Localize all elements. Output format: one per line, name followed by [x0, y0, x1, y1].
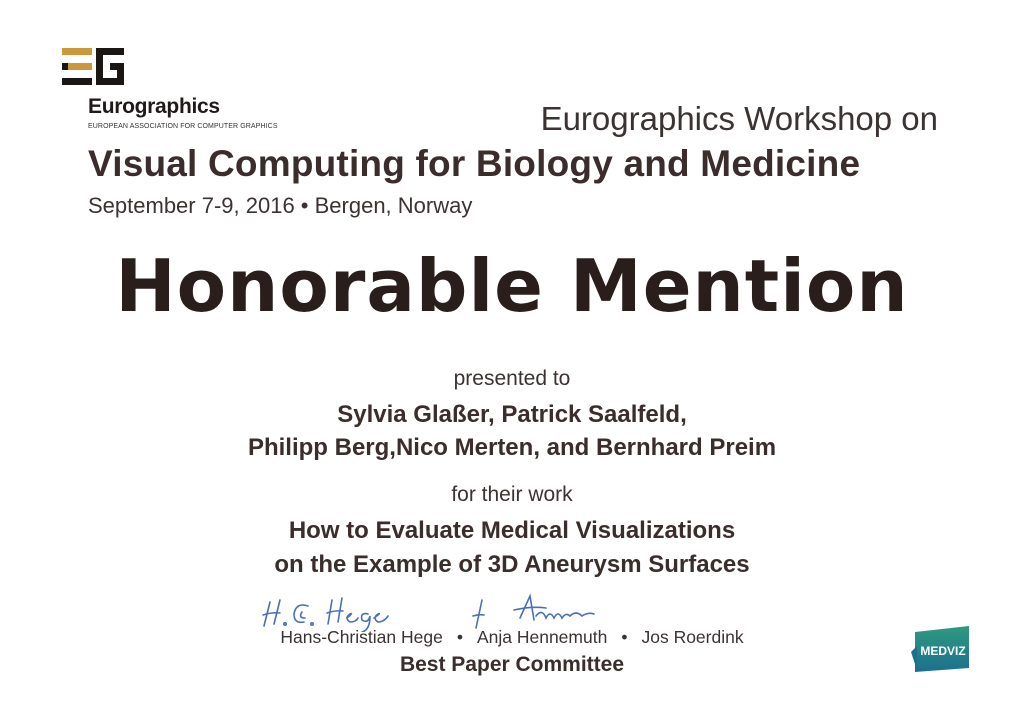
- presented-label: presented to: [453, 367, 571, 390]
- award-title: Honorable Mention: [115, 244, 909, 328]
- separator: •: [621, 627, 628, 647]
- event-date-location: September 7-9, 2016 • Bergen, Norway: [88, 193, 473, 218]
- paper-title-line-1: How to Evaluate Medical Visualizations: [288, 517, 736, 544]
- signer-name: Jos Roerdink: [641, 627, 744, 647]
- authors-line-1: Sylvia Glaßer, Patrick Saalfeld,: [337, 401, 687, 428]
- organization-name: Eurographics: [88, 95, 220, 118]
- paper-title-line-2: on the Example of 3D Aneurysm Surfaces: [274, 551, 750, 578]
- medviz-logo-text: MEDVIZ: [920, 644, 966, 658]
- medviz-logo-icon: [909, 622, 971, 674]
- authors-line-2: Philipp Berg,Nico Merten, and Bernhard Preim: [247, 434, 777, 461]
- signer-name: Anja Hennemuth: [476, 627, 608, 647]
- signer-name: Hans-Christian Hege: [280, 627, 443, 647]
- committee-signers: [0, 627, 1024, 648]
- organization-subtitle: EUROPEAN ASSOCIATION FOR COMPUTER GRAPHICS: [88, 123, 278, 130]
- event-series: Eurographics Workshop on: [540, 100, 938, 137]
- work-label: for their work: [451, 483, 573, 506]
- committee-label: Best Paper Committee: [399, 653, 625, 676]
- eurographics-logo-icon: [62, 44, 126, 90]
- event-title: Visual Computing for Biology and Medicine: [88, 143, 861, 184]
- separator: •: [456, 627, 463, 647]
- signatures-icon: [250, 588, 650, 632]
